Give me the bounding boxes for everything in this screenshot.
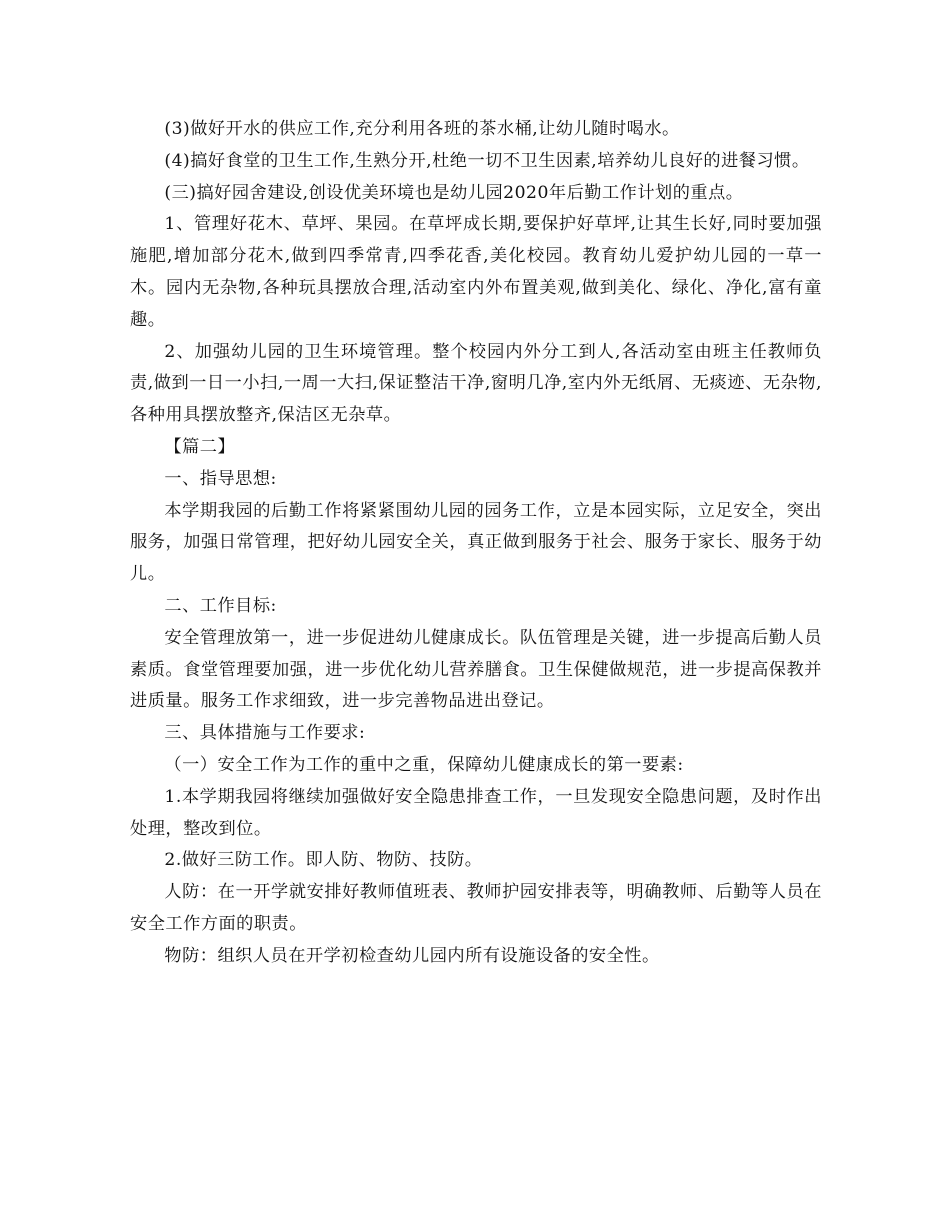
paragraph: 物防：组织人员在开学初检查幼儿园内所有设施设备的安全性。 <box>164 945 660 966</box>
paragraph: 本学期我园的后勤工作将紧紧围幼儿园的园务工作，立是本园实际，立足安全，突出服务，加强日常管理，把好幼儿园安全关，真正做到服务于社会、服务于家长、服务于幼儿。 <box>130 500 822 585</box>
paragraph: (4)搞好食堂的卫生工作,生熟分开,杜绝一切不卫生因素,培养幼儿良好的进餐习惯。 <box>164 150 810 171</box>
section-heading: 一、指导思想: <box>164 468 277 489</box>
paragraph: 2.做好三防工作。即人防、物防、技防。 <box>164 850 483 871</box>
section-heading: 三、具体措施与工作要求: <box>164 723 366 744</box>
part-heading: 【篇二】 <box>164 436 236 457</box>
paragraph: 1、管理好花木、草坪、果园。在草坪成长期,要保护好草坪,让其生长好,同时要加强施肥,增加部分花木,做到四季常青,四季花香,美化校园。教育幼儿爱护幼儿园的一草一木。园内无杂物,各种玩具摆放合理,活动室内外布置美观,做到美化、绿化、净化,富有童趣。 <box>130 214 822 330</box>
paragraph: 安全管理放第一，进一步促进幼儿健康成长。队伍管理是关键，进一步提高后勤人员素质。食堂管理要加强，进一步优化幼儿营养膳食。卫生保健做规范，进一步提高保教并进质量。服务工作求细致，进一步完善物品进出登记。 <box>130 627 822 712</box>
paragraph: 1.本学期我园将继续加强做好安全隐患排查工作，一旦发现安全隐患问题，及时作出处理，整改到位。 <box>130 786 822 839</box>
subsection-heading: （一）安全工作为工作的重中之重，保障幼儿健康成长的第一要素: <box>164 754 684 775</box>
document-body <box>130 114 822 973</box>
section-heading: 二、工作目标: <box>164 595 277 616</box>
paragraph: 人防：在一开学就安排好教师值班表、教师护园安排表等，明确教师、后勤等人员在安全工作方面的职责。 <box>130 882 822 934</box>
paragraph: 2、加强幼儿园的卫生环境管理。整个校园内外分工到人,各活动室由班主任教师负责,做到一日一小扫,一周一大扫,保证整洁干净,窗明几净,室内外无纸屑、无痰迹、无杂物,各种用具摆放整齐,保洁区无杂草。 <box>130 341 822 426</box>
paragraph: (3)做好开水的供应工作,充分利用各班的茶水桶,让幼儿随时喝水。 <box>164 119 680 139</box>
section-heading: (三)搞好园舍建设,创设优美环境也是幼儿园2020年后勤工作计划的重点。 <box>164 182 744 203</box>
